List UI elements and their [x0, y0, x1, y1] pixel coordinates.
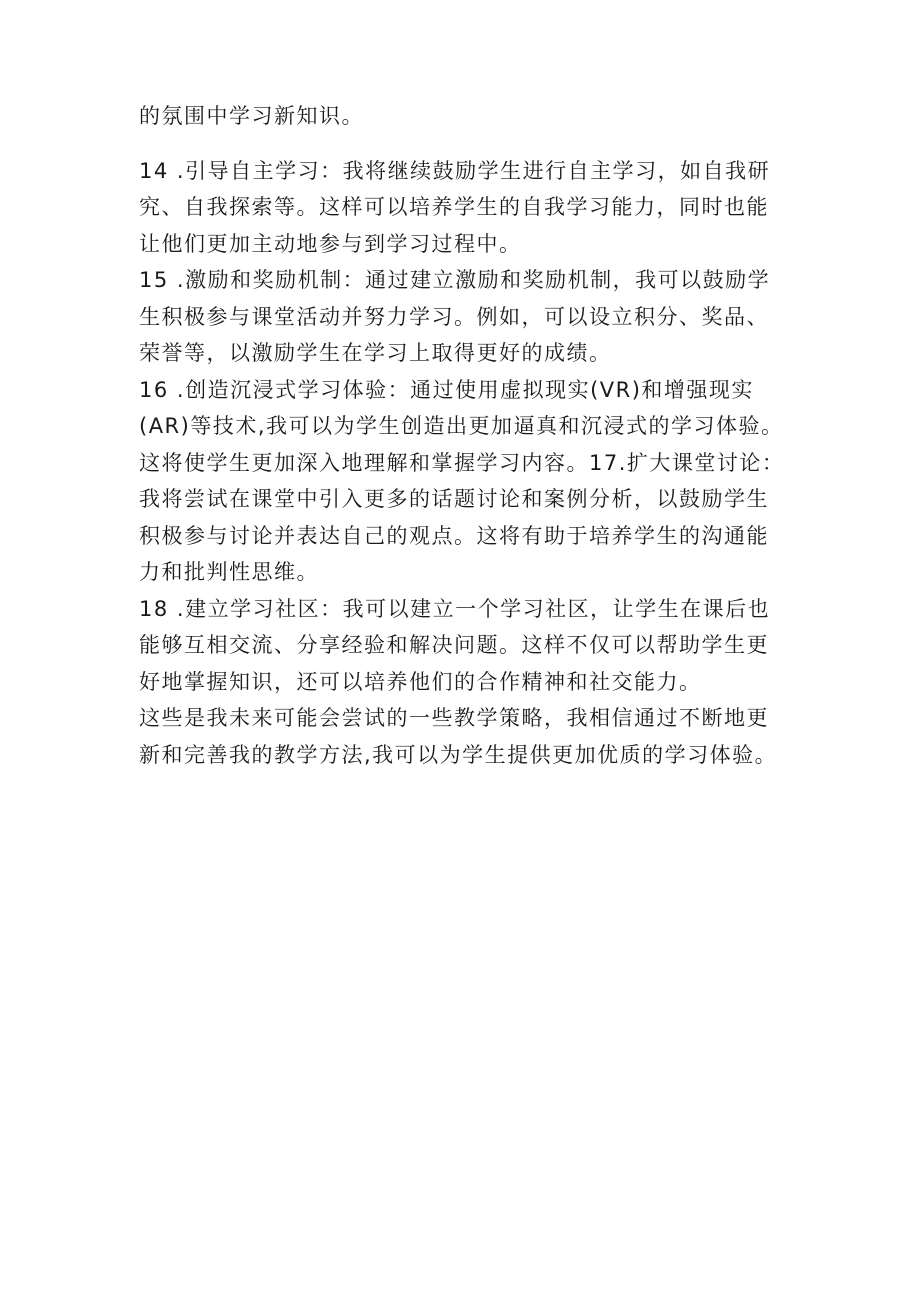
text-line: 16 .创造沉浸式学习体验：通过使用虚拟现实(VR)和增强现实 — [139, 377, 754, 402]
text-line: 我将尝试在课堂中引入更多的话题讨论和案例分析，以鼓励学生 — [139, 487, 769, 511]
text-line: 让他们更加主动地参与到学习过程中。 — [139, 231, 522, 256]
paragraph-intro-tail — [139, 98, 789, 135]
text-line: 究、自我探索等。这样可以培养学生的自我学习能力，同时也能 — [139, 195, 769, 219]
text-line: 好地掌握知识，还可以培养他们的合作精神和社交能力。 — [139, 669, 702, 694]
document-page — [139, 98, 789, 773]
text-line: (AR)等技术,我可以为学生创造出更加逼真和沉浸式的学习体验。 — [139, 414, 784, 438]
text-line: 14 .引导自主学习：我将继续鼓励学生进行自主学习，如自我研 — [139, 158, 771, 183]
text-line: 生积极参与课堂活动并努力学习。例如，可以设立积分、奖品、 — [139, 304, 769, 329]
paragraph-item-15 — [139, 262, 789, 372]
paragraph-item-18 — [139, 591, 789, 701]
text-line: 15 .激励和奖励机制：通过建立激励和奖励机制，我可以鼓励学 — [139, 268, 771, 292]
text-line: 力和批判性思维。 — [139, 560, 319, 584]
paragraph-item-14 — [139, 153, 789, 263]
text-line: 积极参与讨论并表达自己的观点。这将有助于培养学生的沟通能 — [139, 523, 769, 548]
text-line: 荣誉等，以激励学生在学习上取得更好的成绩。 — [139, 341, 612, 365]
text-line: 能够互相交流、分享经验和解决问题。这样不仅可以帮助学生更 — [139, 633, 769, 657]
paragraph-conclusion — [139, 700, 789, 773]
paragraph-item-16-17 — [139, 372, 789, 591]
text-line: 新和完善我的教学方法,我可以为学生提供更加优质的学习体验。 — [139, 742, 778, 767]
paragraph-gap — [139, 135, 789, 153]
text-line: 这将使学生更加深入地理解和掌握学习内容。17.扩大课堂讨论： — [139, 450, 785, 475]
text-line: 的氛围中学习新知识。 — [139, 104, 364, 128]
text-line: 这些是我未来可能会尝试的一些教学策略，我相信通过不断地更 — [139, 706, 769, 730]
text-line: 18 .建立学习社区：我可以建立一个学习社区，让学生在课后也 — [139, 596, 771, 621]
